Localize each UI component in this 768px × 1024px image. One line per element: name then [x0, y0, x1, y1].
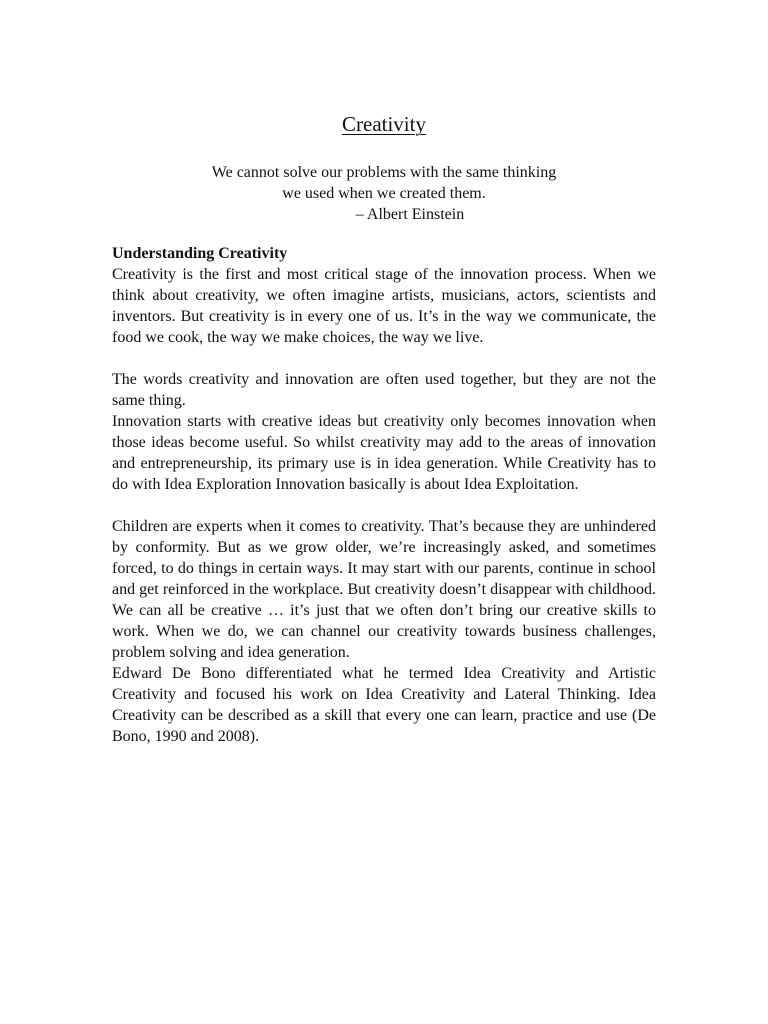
quote-line-1: We cannot solve our problems with the same thinking: [211, 164, 557, 181]
paragraph-4: Children are experts when it comes to creativity. That’s because they are unhindered by conformity. But as we grow older, we’re increasingly asked, and sometimes forced, to do things in certain ways. It may start with our parents, continue in school and get reinforced in the workplace. But creativity doesn’t disappear with childhood. We can all be creative … it’s just that we often don’t bring our creative skills to work. When we do, we can channel our creativity towards business challenges, problem solving and idea generation.: [112, 518, 656, 661]
page-title: Creativity: [342, 112, 426, 136]
epigraph-quote: [112, 162, 656, 225]
quote-author: – Albert Einstein: [355, 206, 465, 223]
quote-line-2: we used when we created them.: [282, 185, 486, 202]
paragraph-2: The words creativity and innovation are often used together, but they are not the same thing.: [112, 371, 656, 409]
paragraph-5: Edward De Bono differentiated what he termed Idea Creativity and Artistic Creativity and focused his work on Idea Creativity and Lateral Thinking. Idea Creativity can be described as a skill that every one can learn, practice and use (De Bono, 1990 and 2008).: [112, 665, 656, 745]
paragraph-spacer: [112, 348, 656, 369]
document-page: [112, 110, 656, 747]
paragraph-spacer: [112, 495, 656, 516]
paragraph-3: Innovation starts with creative ideas but creativity only becomes innovation when those ideas become useful. So whilst creativity may add to the areas of innovation and entrepreneurship, its primary use is in idea generation. While Creativity has to do with Idea Exploration Innovation basically is about Idea Exploitation.: [112, 413, 656, 493]
paragraph-1: Creativity is the first and most critical stage of the innovation process. When we think about creativity, we often imagine artists, musicians, actors, scientists and inventors. But creativity is in every one of us. It’s in the way we communicate, the food we cook, the way we make choices, the way we live.: [112, 266, 656, 346]
section-heading: Understanding Creativity: [112, 245, 288, 262]
